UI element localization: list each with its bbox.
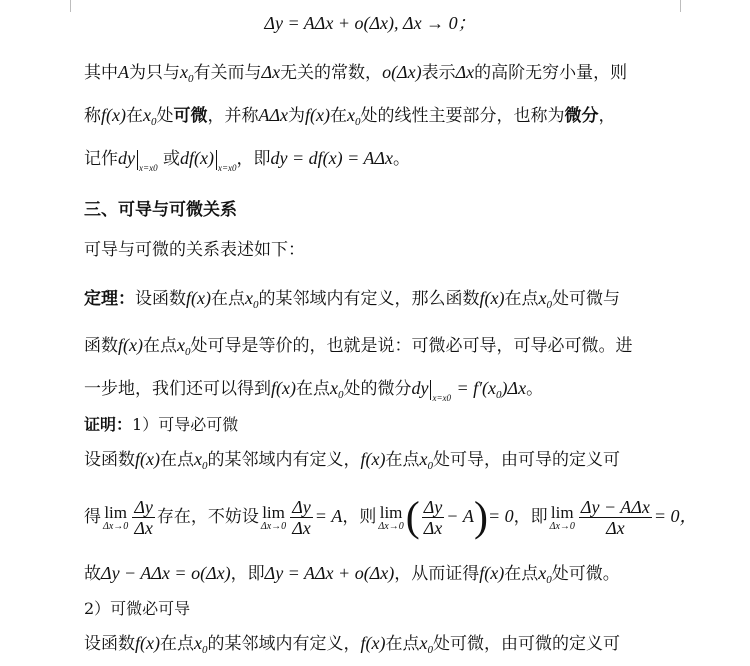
proof-line-4: 设函数f(x)在点$x_0$的某邻域内有定义，f(x)在点$x_0$处可微，由可微的定义可 (84, 633, 620, 656)
proof-heading: 证明：1）可导必可微 (84, 415, 239, 434)
paragraph-line-3: 记作dy $_{x=x0}$ 或df(x) $_{x=x0}$，即dy = df(x) = AΔx。 (84, 148, 410, 173)
intro-line: 可导与可微的关系表述如下： (84, 240, 305, 260)
theorem-line-2: 函数f(x)在点$x_0$处可导是等价的，也就是说：可微必可导，可导必可微。进 (84, 335, 633, 358)
proof-label: 证明： (84, 415, 133, 434)
term-differentiable: 可微 (173, 106, 208, 126)
page-corner-mark-right (680, 0, 693, 12)
proof-part-2-heading: 2）可微必可导 (84, 599, 191, 618)
term-differential: 微分 (564, 106, 599, 126)
section-title: 三、可导与可微关系 (84, 200, 237, 220)
fraction-dy-minus-adx: $\frac{\text{Δy − AΔx}}{\Delta x}$ (580, 497, 650, 538)
fraction-dy-dx-3: $\frac{\Delta y}{\Delta x}$ (423, 497, 443, 538)
paragraph-line-1: 其中A为只与$x_0$有关而与Δx无关的常数，o(Δx)表示Δx的高阶无穷小量，则 (84, 62, 628, 85)
proof-line-3: 故Δy − AΔx = o(Δx)，即Δy = AΔx + o(Δx)，从而证得f(x)在点$x_0$处可微。 (84, 563, 620, 586)
theorem-line-3: 一步地，我们还可以得到f(x)在点$x_0$处的微分dy $_{x=x0} = f'(x_0)\Delta x$。 (84, 378, 544, 403)
paragraph-line-2: 称f(x)在$x_0$处可微，并称AΔx为f(x)在$x_0$处的线性主要部分，也称为微分， (84, 105, 616, 128)
fraction-dy-dx-2: $\frac{\Delta y}{\Delta x}$ (292, 497, 311, 538)
limit-1: lim Δx→0 (103, 502, 129, 532)
limit-2: lim Δx→0 (260, 502, 287, 532)
limit-3: lim Δx→0 (378, 502, 404, 532)
formula-differential-definition: Δy = AΔx + o(Δx), Δx → 0； (264, 13, 476, 33)
proof-line-1: 设函数f(x)在点$x_0$的某邻域内有定义，f(x)在点$x_0$处可导，由可导的定义可 (84, 449, 620, 472)
proof-line-2-limits: 得 lim Δx→0 $\frac{\Delta y}{\Delta x}$ 存在，不妨设 lim Δx→0 $\frac{\Delta y}{\Delta x}$ = A，则 lim Δx→0 ( $\frac{\Delta y}{\Delta x}$ − A)= 0，即 lim Δx→0 $\frac{\text{Δy − AΔx}}{\Delta x}$ = 0， (84, 494, 698, 541)
theorem-label: 定理： (84, 289, 135, 309)
limit-4: lim Δx→0 (549, 502, 575, 532)
theorem-line-1: 定理：设函数f(x)在点$x_0$的某邻域内有定义，那么函数f(x)在点$x_0$处可微与 (84, 288, 620, 311)
fraction-dy-dx-1: $\frac{\Delta y}{\Delta x}$ (134, 497, 153, 538)
page-corner-mark-left (58, 0, 71, 12)
